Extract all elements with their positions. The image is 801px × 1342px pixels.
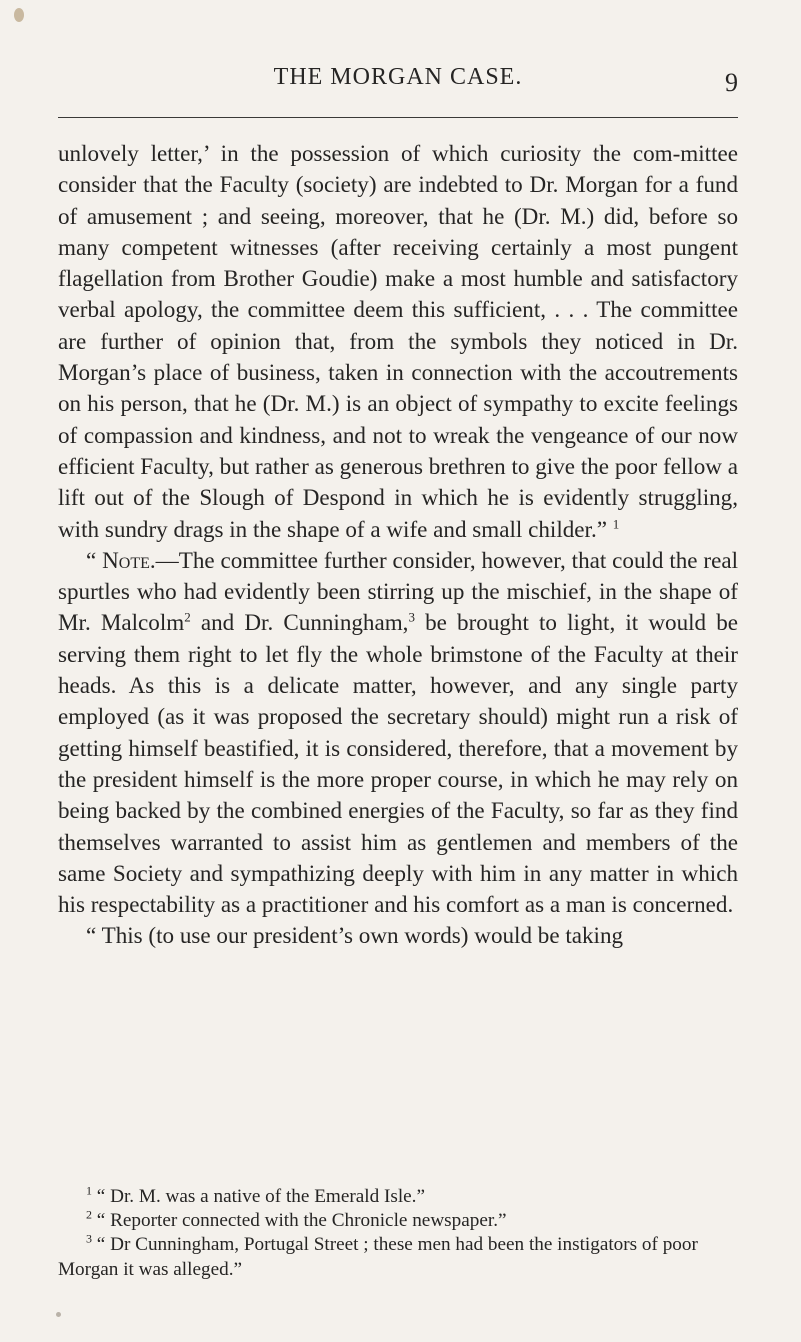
- footnote: [58, 1185, 738, 1209]
- footnote: [58, 1209, 738, 1233]
- footnote-reference: 3: [408, 609, 415, 625]
- paper-stain: [14, 8, 24, 22]
- note-label: Note: [102, 546, 150, 573]
- body-paragraph: [58, 138, 738, 545]
- text-run: “ This (to use our president’s own words) would be taking: [86, 922, 624, 949]
- body-text: [58, 138, 738, 952]
- footnote: [58, 1233, 738, 1281]
- text-run: .—The committee further consider, however, that could the real spurtles who had evidently been stirring up the mischief, in the shape of Mr. Malcolm: [58, 546, 738, 636]
- footnote-text: “ Reporter connected with the Chronicle newspaper.”: [96, 1210, 507, 1232]
- header-rule: [58, 117, 738, 118]
- footnotes: [58, 1185, 738, 1282]
- paper-speck: [56, 1312, 61, 1317]
- footnote-mark: 2: [86, 1207, 92, 1222]
- body-paragraph: [58, 545, 738, 921]
- body-paragraph: [58, 920, 738, 951]
- footnote-text: “ Dr. M. was a native of the Emerald Isle.”: [96, 1186, 425, 1207]
- footnote-mark: 3: [86, 1232, 92, 1247]
- text-run: and Dr. Cunningham,: [190, 609, 409, 636]
- text-run: be brought to light, it would be serving them right to let fly the whole brimstone of the Faculty at their heads. As this is a delicate matter, however, and any single party employed (as it was proposed the secretary should) might run a risk of getting himself beastified, it is considered, therefore, that a movement by the president himself is the more proper course, in which he may rely on being backed by the combined energies of the Faculty, so far as they find themselves warranted to assist him as gentlemen and members of the same Society and sympathizing deeply with him in any matter in which his respectability as a practitioner and his comfort as a man is concerned.: [58, 609, 739, 918]
- text-run: unlovely letter,’ in the possession of which curiosity the com-mittee consider that the Faculty (society) are indebted to Dr. Morgan for a fund of amusement ; and seeing, moreover, that he (Dr. M.) did, before so many competent witnesses (after receiving certainly a most pungent flagellation from Brother Goudie) make a most humble and satisfactory verbal apology, the committee deem this sufficient, . . . The committee are further of opinion that, from the symbols they noticed in Dr. Morgan’s place of business, taken in connection with the accoutrements on his person, that he (Dr. M.) is an object of sympathy to excite feelings of compassion and kindness, and not to wreak the vengeance of our now efficient Faculty, but rather as generous brethren to give the poor fellow a lift out of the Slough of Despond in which he is evidently struggling, with sundry drags in the shape of a wife and small childer.”: [58, 140, 738, 542]
- footnote-mark: 1: [86, 1183, 92, 1198]
- footnote-text: “ Dr Cunningham, Portugal Street ; these men had been the instigators of poor Morgan it was alleged.”: [58, 1234, 698, 1280]
- page-header: [58, 64, 738, 104]
- page-number: 9: [725, 68, 738, 97]
- text-run: “: [86, 546, 103, 573]
- footnote-reference: 1: [612, 515, 620, 531]
- running-title: THE MORGAN CASE.: [273, 64, 523, 90]
- footnote-reference: 2: [184, 609, 191, 625]
